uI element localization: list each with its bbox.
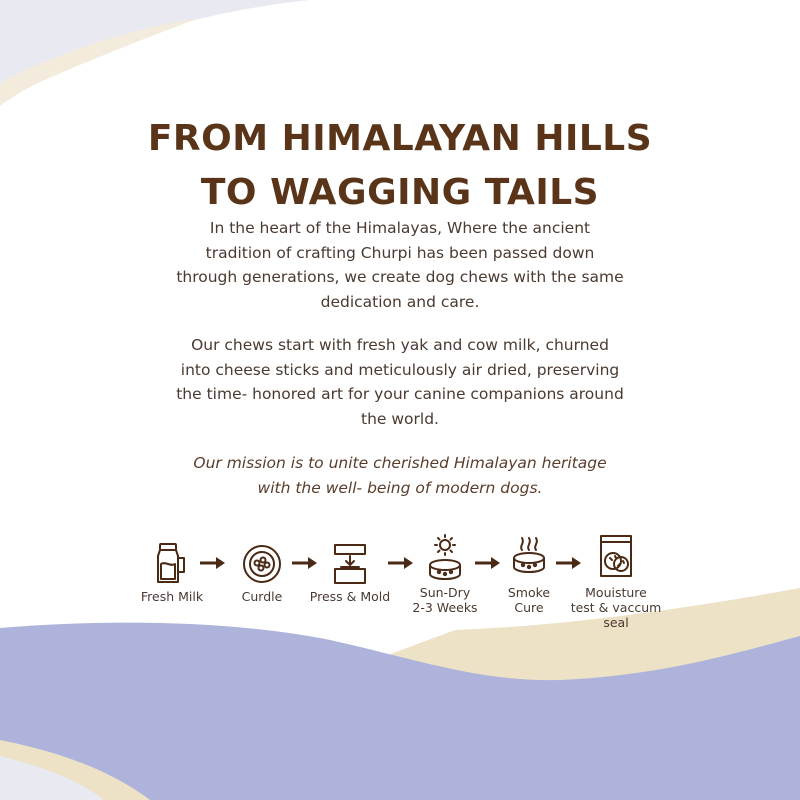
process-step-seal [561, 534, 671, 630]
step-label-seal: Mouisture test & vaccum seal [570, 585, 662, 630]
intro-paragraph: In the heart of the Himalayas, Where the ancient tradition of crafting Churpi has been passed down through generations, we create dog chews with the same dedication and care. [176, 219, 624, 311]
arrow-icon [292, 556, 318, 570]
page-title [0, 112, 800, 220]
step-label-curdle: Curdle [241, 589, 283, 604]
step-label-fresh-milk: Fresh Milk [140, 589, 204, 604]
sealed-pack-icon [596, 534, 636, 582]
milk-jug-icon [152, 542, 192, 586]
step-label-smoke-cure: Smoke Cure [507, 585, 551, 615]
arrow-icon [200, 556, 226, 570]
process-paragraph: Our chews start with fresh yak and cow milk, churned into cheese sticks and meticulously air dried, preserving the time- honored art for your canine companions around the world. [176, 336, 624, 428]
press-mold-icon [330, 542, 370, 586]
title-line-2: TO WAGGING TAILS [200, 172, 600, 213]
step-label-sun-dry: Sun-Dry 2-3 Weeks [412, 585, 478, 615]
step-label-press-mold: Press & Mold [309, 589, 391, 604]
arrow-icon [388, 556, 414, 570]
sun-dry-icon [425, 534, 465, 582]
smoke-cure-icon [509, 534, 549, 582]
arrow-icon [556, 556, 582, 570]
process-step-press-mold [295, 542, 405, 604]
arrow-icon [475, 556, 501, 570]
title-line-1: FROM HIMALAYAN HILLS [147, 118, 653, 159]
curd-bowl-icon [240, 542, 284, 586]
mission-statement: Our mission is to unite cherished Himalayan heritage with the well- being of modern dogs. [193, 454, 607, 497]
